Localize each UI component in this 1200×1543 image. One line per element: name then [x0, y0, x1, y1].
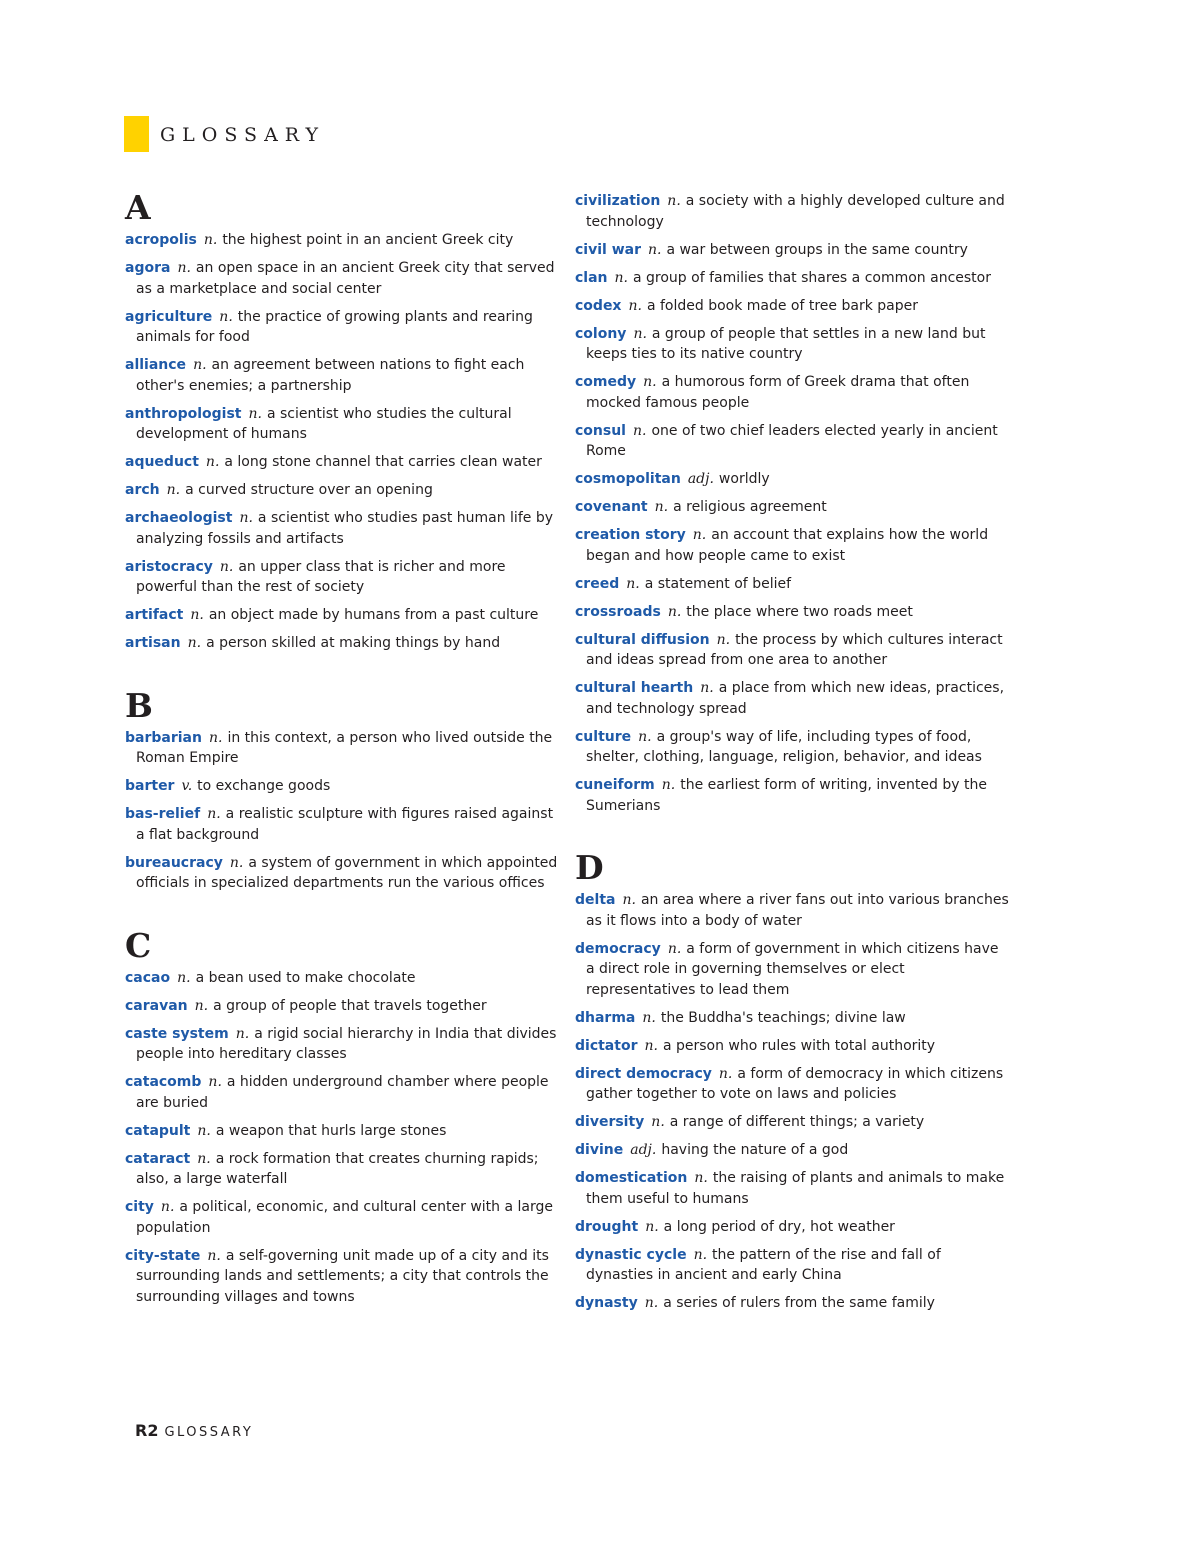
- part-of-speech: n.: [187, 635, 202, 651]
- glossary-term: agriculture: [125, 308, 213, 325]
- part-of-speech: n.: [193, 357, 207, 373]
- glossary-definition: a scientist who studies the cultural development of humans: [136, 405, 512, 442]
- glossary-definition: a hidden underground chamber where people are buried: [136, 1074, 549, 1111]
- glossary-entry: [575, 469, 1010, 490]
- glossary-term: cultural hearth: [575, 680, 694, 696]
- glossary-entry: [125, 480, 560, 501]
- part-of-speech: n.: [197, 1122, 211, 1139]
- glossary-definition: a system of government in which appointed officials in specialized departments run the various offices: [136, 854, 558, 891]
- glossary-term: colony: [575, 325, 627, 342]
- part-of-speech: n.: [647, 241, 662, 258]
- glossary-definition: in this context, a person who lived outside the Roman Empire: [136, 729, 553, 766]
- glossary-definition: to exchange goods: [197, 778, 331, 794]
- part-of-speech: n.: [643, 374, 657, 390]
- part-of-speech: n.: [208, 729, 223, 746]
- glossary-definition: the earliest form of writing, invented by the Sumerians: [586, 777, 987, 814]
- part-of-speech: n.: [177, 969, 191, 986]
- part-of-speech: n.: [207, 806, 221, 822]
- glossary-section: [125, 190, 560, 654]
- part-of-speech: n.: [645, 1218, 659, 1235]
- glossary-term: dictator: [575, 1037, 638, 1054]
- part-of-speech: n.: [207, 1247, 221, 1264]
- glossary-entry: [125, 508, 560, 549]
- glossary-term: artisan: [125, 635, 181, 651]
- glossary-definition: having the nature of a god: [661, 1142, 849, 1158]
- glossary-definition: a form of government in which citizens have a direct role in governing themselves or elect representatives to lead them: [586, 940, 999, 998]
- glossary-entry: [125, 307, 560, 348]
- glossary-term: agora: [125, 260, 171, 276]
- glossary-entry: [575, 1112, 1010, 1133]
- part-of-speech: n.: [205, 454, 220, 470]
- glossary-term: drought: [575, 1218, 639, 1235]
- part-of-speech: n.: [229, 854, 244, 871]
- glossary-definition: the raising of plants and animals to make them useful to humans: [586, 1170, 1005, 1207]
- glossary-definition: a place from which new ideas, practices, and technology spread: [586, 680, 1005, 717]
- glossary-term: crossroads: [575, 603, 661, 620]
- glossary-section: [125, 685, 560, 894]
- glossary-definition: the practice of growing plants and rearing animals for food: [136, 308, 533, 345]
- part-of-speech: n.: [235, 1025, 250, 1042]
- glossary-term: divine: [575, 1142, 624, 1158]
- glossary-entry: [125, 452, 560, 473]
- glossary-entry: [575, 1140, 1010, 1161]
- glossary-entry: [575, 1217, 1010, 1238]
- glossary-definition: an agreement between nations to fight each other's enemies; a partnership: [136, 357, 525, 394]
- glossary-definition: a group of people that travels together: [213, 997, 487, 1014]
- glossary-entry: [575, 324, 1010, 365]
- glossary-entry: [575, 191, 1010, 232]
- glossary-term: caravan: [125, 997, 188, 1014]
- glossary-section: [125, 925, 560, 1308]
- glossary-term: dynastic cycle: [575, 1246, 687, 1263]
- glossary-definition: an open space in an ancient Greek city that served as a marketplace and social center: [136, 260, 555, 297]
- glossary-definition: the place where two roads meet: [686, 603, 913, 620]
- glossary-definition: a rigid social hierarchy in India that divides people into hereditary classes: [136, 1025, 557, 1062]
- section-letter: D: [575, 848, 604, 887]
- glossary-entry: [125, 804, 560, 845]
- glossary-entry: [125, 1024, 560, 1065]
- part-of-speech: n.: [642, 1009, 656, 1026]
- glossary-term: democracy: [575, 940, 661, 957]
- glossary-term: civil war: [575, 241, 641, 258]
- part-of-speech: n.: [644, 1295, 659, 1311]
- glossary-entry: [575, 421, 1010, 462]
- glossary-term: comedy: [575, 374, 637, 390]
- glossary-term: culture: [575, 728, 632, 745]
- glossary-definition: a society with a highly developed culture and technology: [586, 193, 1005, 230]
- glossary-definition: a person who rules with total authority: [662, 1037, 936, 1054]
- glossary-definition: a weapon that hurls large stones: [215, 1122, 447, 1139]
- glossary-definition: a long period of dry, hot weather: [663, 1218, 895, 1235]
- part-of-speech: n.: [219, 558, 234, 575]
- glossary-term: barter: [125, 778, 175, 794]
- glossary-definition: one of two chief leaders elected yearly in ancient Rome: [586, 422, 998, 459]
- glossary-definition: the highest point in an ancient Greek city: [222, 232, 514, 248]
- glossary-term: catacomb: [125, 1074, 202, 1090]
- page-title: GLOSSARY: [160, 124, 326, 146]
- glossary-entry: [575, 939, 1010, 1001]
- glossary-entry: [575, 775, 1010, 816]
- glossary-definition: a religious agreement: [673, 499, 827, 515]
- glossary-term: consul: [575, 422, 626, 439]
- part-of-speech: n.: [248, 405, 262, 422]
- glossary-term: alliance: [125, 357, 187, 373]
- glossary-term: cataract: [125, 1150, 191, 1167]
- glossary-entry: [575, 1036, 1010, 1057]
- glossary-term: arch: [125, 482, 160, 498]
- glossary-definition: the process by which cultures interact and ideas spread from one area to another: [586, 631, 1003, 668]
- part-of-speech: n.: [633, 325, 647, 342]
- part-of-speech: n.: [626, 575, 640, 592]
- glossary-definition: a range of different things; a variety: [669, 1114, 925, 1130]
- part-of-speech: n.: [667, 193, 681, 209]
- glossary-entry: [125, 230, 560, 251]
- part-of-speech: n.: [203, 232, 218, 248]
- glossary-term: dharma: [575, 1009, 636, 1026]
- glossary-term: covenant: [575, 499, 648, 515]
- glossary-entry: [125, 557, 560, 598]
- part-of-speech: n.: [693, 1246, 708, 1263]
- part-of-speech: v.: [181, 778, 193, 794]
- part-of-speech: n.: [638, 728, 652, 745]
- glossary-entry: [125, 1149, 560, 1190]
- glossary-term: anthropologist: [125, 405, 242, 422]
- glossary-entry: [125, 404, 560, 445]
- glossary-definition: a humorous form of Greek drama that often mocked famous people: [586, 374, 970, 411]
- glossary-entry: [125, 605, 560, 626]
- glossary-term: catapult: [125, 1122, 191, 1139]
- part-of-speech: n.: [718, 1065, 733, 1082]
- glossary-definition: a statement of belief: [644, 575, 792, 592]
- glossary-term: creed: [575, 575, 620, 592]
- glossary-entry: [575, 678, 1010, 719]
- section-letter: C: [125, 925, 152, 965]
- glossary-entry: [125, 968, 560, 989]
- yellow-accent-bar: [124, 116, 149, 152]
- glossary-definition: worldly: [718, 471, 770, 487]
- part-of-speech: n.: [651, 1114, 665, 1130]
- glossary-entry: [125, 1072, 560, 1113]
- glossary-entry: [125, 853, 560, 894]
- glossary-term: caste system: [125, 1025, 229, 1042]
- glossary-term: civilization: [575, 193, 661, 209]
- part-of-speech: n.: [190, 607, 204, 623]
- glossary-definition: a scientist who studies past human life by analyzing fossils and artifacts: [136, 510, 553, 547]
- glossary-term: aristocracy: [125, 558, 213, 575]
- part-of-speech: n.: [194, 997, 209, 1014]
- glossary-definition: the pattern of the rise and fall of dynasties in ancient and early China: [586, 1246, 941, 1283]
- glossary-entry: [575, 1293, 1010, 1314]
- glossary-definition: a political, economic, and cultural center with a large population: [136, 1199, 553, 1236]
- glossary-entry: [575, 268, 1010, 289]
- page-number: R2: [135, 1421, 159, 1440]
- glossary-term: domestication: [575, 1170, 688, 1186]
- part-of-speech: n.: [166, 482, 181, 498]
- footer-label: GLOSSARY: [164, 1425, 254, 1440]
- glossary-term: archaeologist: [125, 510, 233, 526]
- glossary-definition: a rock formation that creates churning rapids; also, a large waterfall: [136, 1150, 539, 1187]
- glossary-entry: [575, 1008, 1010, 1029]
- glossary-definition: an account that explains how the world began and how people came to exist: [586, 527, 989, 564]
- part-of-speech: n.: [632, 422, 647, 439]
- glossary-term: bas-relief: [125, 806, 201, 822]
- glossary-entry: [575, 630, 1010, 671]
- glossary-term: cacao: [125, 969, 171, 986]
- glossary-term: direct democracy: [575, 1065, 712, 1082]
- part-of-speech: n.: [177, 260, 191, 276]
- section-letter: B: [125, 685, 153, 725]
- glossary-definition: a group's way of life, including types of food, shelter, clothing, language, religion, behavior, and ideas: [586, 728, 982, 765]
- glossary-entry: [575, 727, 1010, 768]
- glossary-entry: [575, 240, 1010, 261]
- glossary-section: [575, 191, 1010, 816]
- glossary-definition: an upper class that is richer and more powerful than the rest of society: [136, 558, 506, 595]
- part-of-speech: n.: [654, 499, 669, 515]
- glossary-column-left: [125, 190, 560, 1341]
- glossary-definition: a bean used to make chocolate: [195, 969, 416, 986]
- glossary-definition: an area where a river fans out into various branches as it flows into a body of water: [586, 892, 1009, 929]
- glossary-column-right: [575, 191, 1010, 1348]
- glossary-term: acropolis: [125, 232, 197, 248]
- glossary-term: bureaucracy: [125, 854, 223, 871]
- glossary-definition: a curved structure over an opening: [185, 482, 433, 498]
- part-of-speech: n.: [622, 892, 636, 908]
- glossary-entry: [125, 633, 560, 654]
- part-of-speech: n.: [667, 603, 682, 620]
- glossary-term: cultural diffusion: [575, 631, 710, 648]
- glossary-definition: a self-governing unit made up of a city and its surrounding lands and settlements; a city that controls the surrounding villages and towns: [136, 1247, 549, 1305]
- glossary-entry: [575, 1245, 1010, 1286]
- glossary-entry: [575, 1064, 1010, 1105]
- glossary-term: aqueduct: [125, 454, 199, 470]
- part-of-speech: n.: [628, 297, 642, 314]
- glossary-entry: [575, 890, 1010, 931]
- part-of-speech: n.: [694, 1170, 708, 1186]
- glossary-section: [575, 850, 1010, 1314]
- part-of-speech: n.: [716, 631, 731, 648]
- glossary-entry: [125, 996, 560, 1017]
- glossary-term: codex: [575, 297, 622, 314]
- glossary-definition: a realistic sculpture with figures raised against a flat background: [136, 806, 554, 843]
- glossary-entry: [575, 574, 1010, 595]
- part-of-speech: adj.: [630, 1142, 657, 1158]
- glossary-entry: [125, 1246, 560, 1308]
- glossary-entry: [575, 525, 1010, 566]
- glossary-entry: [125, 1197, 560, 1238]
- glossary-definition: a long stone channel that carries clean water: [224, 454, 542, 470]
- glossary-term: cosmopolitan: [575, 471, 681, 487]
- glossary-entry: [125, 1121, 560, 1142]
- glossary-definition: a series of rulers from the same family: [663, 1295, 935, 1311]
- glossary-definition: a group of families that shares a common ancestor: [632, 269, 991, 286]
- glossary-term: diversity: [575, 1114, 645, 1130]
- glossary-definition: a folded book made of tree bark paper: [646, 297, 918, 314]
- glossary-definition: a group of people that settles in a new land but keeps ties to its native country: [586, 325, 986, 362]
- part-of-speech: n.: [614, 269, 628, 286]
- part-of-speech: n.: [219, 308, 233, 325]
- part-of-speech: n.: [208, 1074, 222, 1090]
- glossary-term: artifact: [125, 607, 184, 623]
- glossary-definition: the Buddha's teachings; divine law: [660, 1009, 906, 1026]
- page-footer: [135, 1421, 253, 1440]
- part-of-speech: n.: [197, 1150, 211, 1167]
- glossary-entry: [125, 355, 560, 396]
- part-of-speech: n.: [667, 940, 682, 957]
- glossary-definition: a form of democracy in which citizens gather together to vote on laws and policies: [586, 1065, 1004, 1102]
- glossary-entry: [575, 497, 1010, 518]
- glossary-entry: [125, 258, 560, 299]
- glossary-definition: a war between groups in the same country: [666, 241, 968, 258]
- glossary-definition: a person skilled at making things by hand: [206, 635, 501, 651]
- part-of-speech: adj.: [687, 471, 714, 487]
- glossary-entry: [575, 372, 1010, 413]
- glossary-entry: [575, 602, 1010, 623]
- glossary-entry: [575, 296, 1010, 317]
- glossary-term: barbarian: [125, 729, 202, 746]
- glossary-term: clan: [575, 269, 608, 286]
- part-of-speech: n.: [239, 510, 253, 526]
- glossary-definition: an object made by humans from a past culture: [208, 607, 539, 623]
- part-of-speech: n.: [700, 680, 714, 696]
- glossary-term: city: [125, 1199, 154, 1215]
- part-of-speech: n.: [661, 777, 676, 793]
- glossary-term: city-state: [125, 1247, 201, 1264]
- glossary-entry: [125, 776, 560, 797]
- glossary-entry: [575, 1168, 1010, 1209]
- part-of-speech: n.: [160, 1199, 175, 1215]
- glossary-term: delta: [575, 892, 616, 908]
- glossary-term: cuneiform: [575, 777, 655, 793]
- glossary-term: creation story: [575, 527, 686, 543]
- section-letter: A: [125, 188, 151, 227]
- part-of-speech: n.: [692, 527, 707, 543]
- part-of-speech: n.: [644, 1037, 658, 1054]
- glossary-term: dynasty: [575, 1295, 638, 1311]
- glossary-entry: [125, 728, 560, 769]
